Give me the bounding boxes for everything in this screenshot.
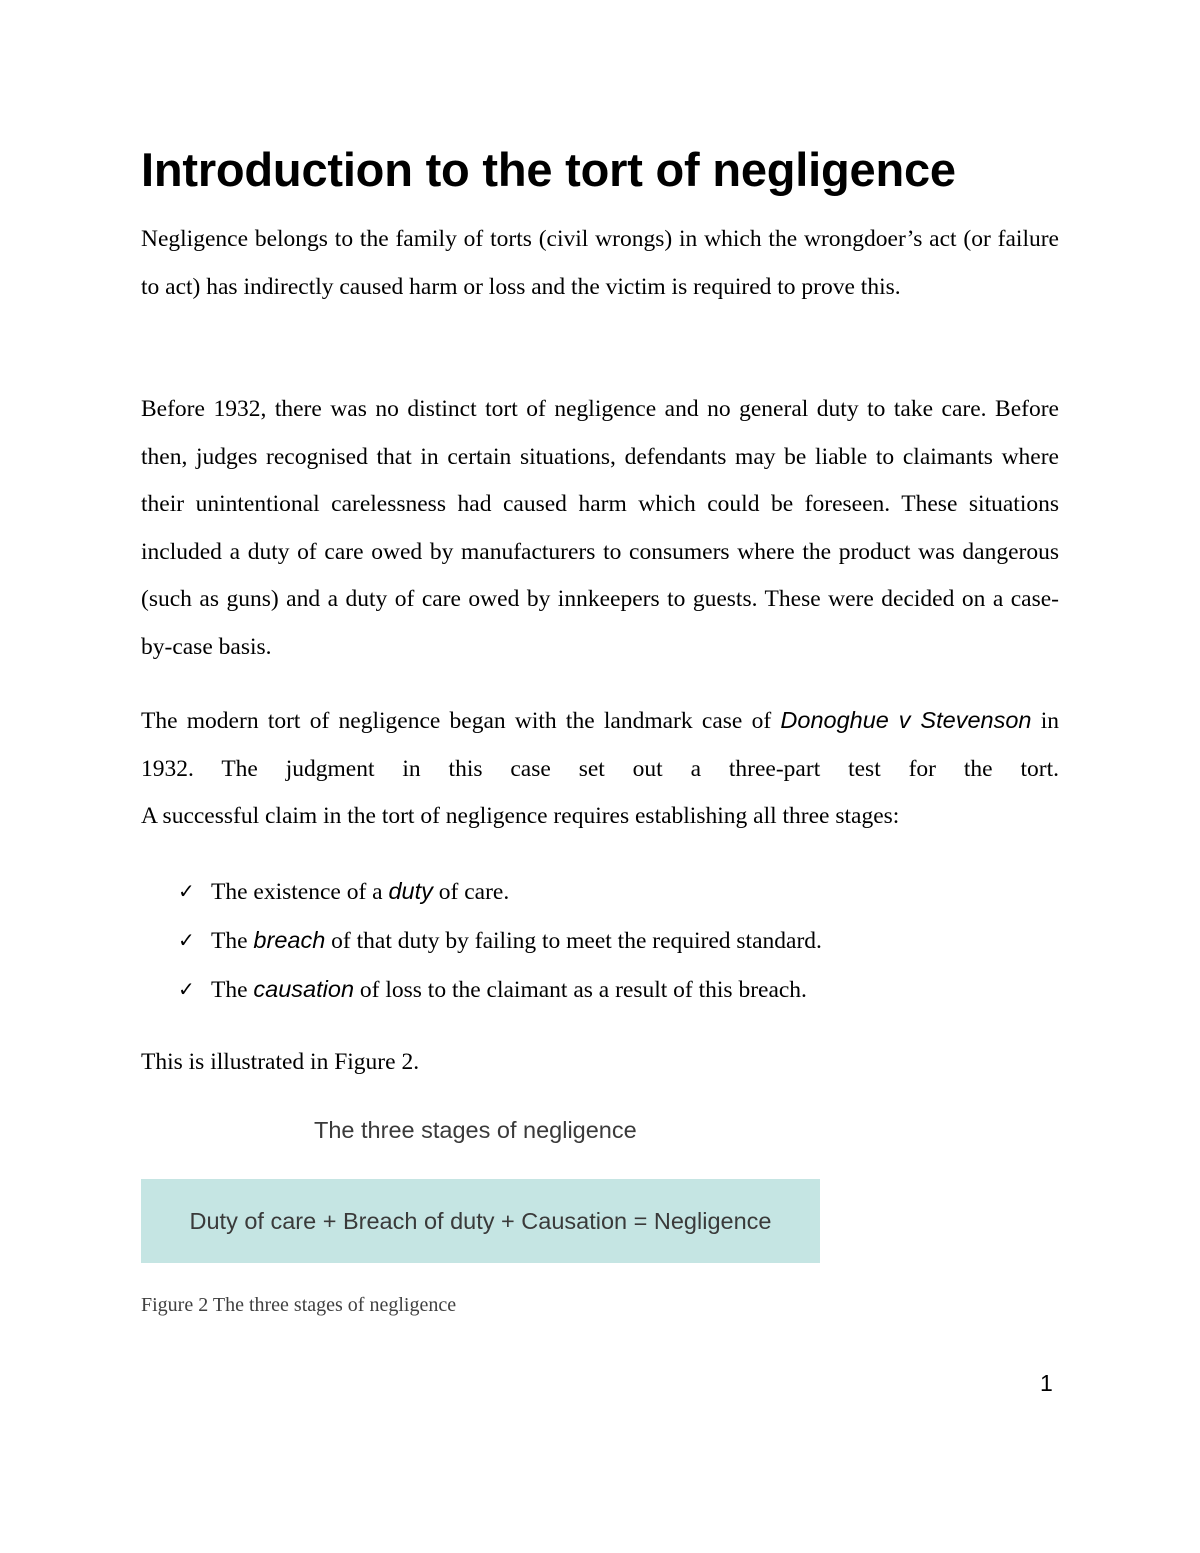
paragraph-3-intro: The modern tort of negligence began with the landmark case of — [141, 708, 772, 734]
stage-emphasis: causation — [253, 976, 355, 1002]
stage-text-after: of loss to the claimant as a result of this breach. — [359, 977, 807, 1003]
figure-title: The three stages of negligence — [314, 1117, 637, 1143]
paragraph-2: Before 1932, there was no distinct tort of negligence and no general duty to take care. Before then, judges recognised that in certain situations, defendants may be liable to claimants where their unintentional carelessness had caused harm which could be foreseen. These situations included a duty of care owed by manufacturers to consumers where the product was dangerous (such as guns) and a duty of care owed by innkeepers to guests. These were decided on a case-by-case basis. — [141, 396, 1059, 660]
page-number: 1 — [1040, 1370, 1053, 1396]
stage-emphasis: breach — [253, 927, 326, 953]
check-icon: ✓ — [178, 977, 195, 1001]
stage-text-after: of care. — [438, 879, 510, 905]
figure-box — [141, 1179, 820, 1263]
case-name: Donoghue v Stevenson — [780, 707, 1032, 733]
stage-text-before: The — [211, 928, 248, 954]
paragraph-4: This is illustrated in Figure 2. — [141, 1049, 420, 1075]
page-title: Introduction to the tort of negligence — [141, 143, 956, 196]
paragraph-3 — [141, 697, 1059, 841]
stage-text-after: of that duty by failing to meet the required standard. — [331, 928, 822, 954]
list-item — [178, 965, 822, 1014]
paragraph-3-body — [141, 697, 1059, 793]
stage-text-before: The existence of a — [211, 879, 383, 905]
paragraph-1: Negligence belongs to the family of torts (civil wrongs) in which the wrongdoer’s act (or failure to act) has indirectly caused harm or loss and the victim is required to prove this. — [141, 226, 1059, 300]
stages-checklist — [178, 867, 822, 1014]
stage-emphasis: duty — [388, 878, 433, 904]
figure-caption: Figure 2 The three stages of negligence — [141, 1294, 457, 1316]
list-item — [178, 916, 822, 965]
paragraph-3-last-line: A successful claim in the tort of negligence requires establishing all three stages: — [141, 803, 900, 829]
check-icon: ✓ — [178, 879, 195, 903]
paragraph-3-continuation: in 1932. The judgment in this case set out a three-part test for the tort. — [141, 708, 1060, 782]
figure-equation: Duty of care + Breach of duty + Causation = Negligence — [189, 1207, 772, 1234]
check-icon: ✓ — [178, 928, 195, 952]
list-item — [178, 867, 822, 916]
stage-text-before: The — [211, 977, 248, 1003]
